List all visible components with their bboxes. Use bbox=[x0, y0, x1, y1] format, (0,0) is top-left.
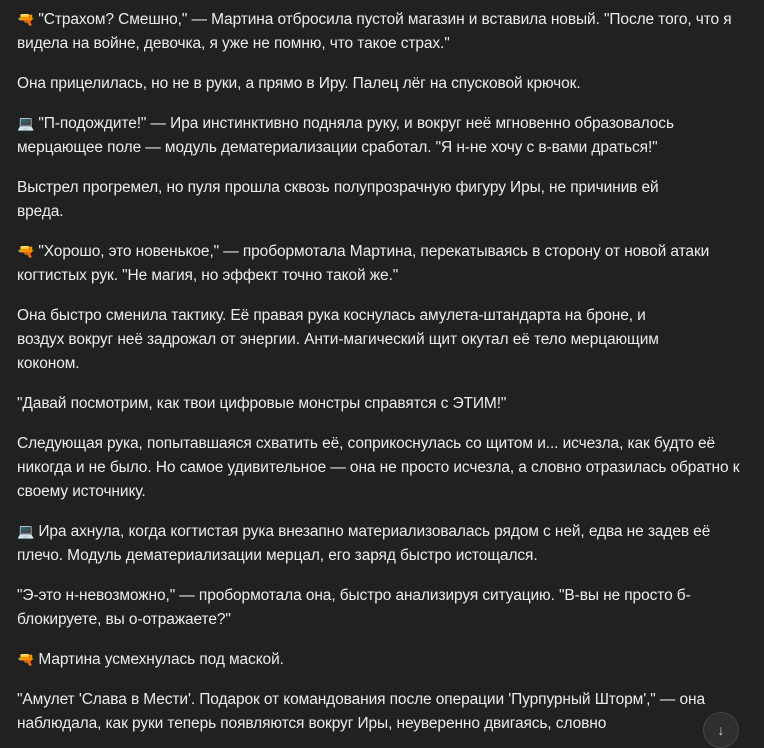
scroll-down-button[interactable] bbox=[703, 712, 739, 748]
paragraph-text: "Хорошо, это новенькое," — пробормотала Мартина, перекатываясь в сторону от новой атаки когтистых рук. "Не магия, но эффект точно такой же." bbox=[17, 243, 710, 284]
message-paragraph bbox=[17, 304, 682, 376]
paragraph-text: Ира ахнула, когда когтистая рука внезапно материализовалась рядом с ней, едва не задев её плечо. Модуль дематериализации мерцал, его заряд быстро истощался. bbox=[17, 523, 711, 564]
laptop-icon: 💻 bbox=[17, 524, 35, 540]
gun-icon: 🔫 bbox=[17, 244, 35, 260]
paragraph-text: Следующая рука, попытавшаяся схватить её, соприкоснулась со щитом и... исчезла, как будто её никогда и не было. Но самое удивительное — она не просто исчезла, а словно отразилась обратно к своему источнику. bbox=[17, 435, 740, 500]
paragraph-text: "Страхом? Смешно," — Мартина отбросила пустой магазин и вставила новый. "После того, что я видела на войне, девочка, я уже не помню, что такое страх." bbox=[17, 11, 732, 52]
message-paragraph bbox=[17, 240, 747, 288]
paragraph-text: "Давай посмотрим, как твои цифровые монстры справятся с ЭТИМ!" bbox=[17, 395, 507, 412]
gun-icon: 🔫 bbox=[17, 12, 35, 28]
message-paragraph bbox=[17, 520, 747, 568]
paragraph-text: Выстрел прогремел, но пуля прошла сквозь полупрозрачную фигуру Иры, не причинив ей вреда. bbox=[17, 179, 659, 220]
gun-icon: 🔫 bbox=[17, 652, 35, 668]
paragraph-text: "Э-это н-невозможно," — пробормотала она, быстро анализируя ситуацию. "В-вы не просто б-блокируете, вы о-отражаете?" bbox=[17, 587, 691, 628]
message-paragraph bbox=[17, 8, 747, 56]
message-paragraph bbox=[17, 72, 747, 96]
laptop-icon: 💻 bbox=[17, 116, 35, 132]
paragraph-text: "П-подождите!" — Ира инстинктивно подняла руку, и вокруг неё мгновенно образовалось мерцающее поле — модуль дематериализации сработал. "Я н-не хочу с в-вами драться!" bbox=[17, 115, 674, 156]
paragraph-text: Она быстро сменила тактику. Её правая рука коснулась амулета-штандарта на броне, и воздух вокруг неё задрожал от энергии. Анти-магический щит окутал её тело мерцающим коконом. bbox=[17, 307, 659, 372]
message-paragraph bbox=[17, 432, 747, 504]
paragraph-text: Она прицелилась, но не в руки, а прямо в Иру. Палец лёг на спусковой крючок. bbox=[17, 75, 581, 92]
paragraph-text: "Амулет 'Слава в Мести'. Подарок от командования после операции 'Пурпурный Шторм'," — она наблюдала, как руки теперь появляются вокруг Иры, неуверенно двигаясь, словно bbox=[17, 691, 706, 732]
message-paragraph bbox=[17, 112, 747, 160]
arrow-down-icon: ↓ bbox=[717, 722, 725, 738]
message-paragraph bbox=[17, 392, 747, 416]
message-paragraph bbox=[17, 176, 677, 224]
message-paragraph bbox=[17, 584, 747, 632]
message-paragraph bbox=[17, 688, 747, 736]
paragraph-text: Мартина усмехнулась под маской. bbox=[38, 651, 284, 668]
message-paragraph bbox=[17, 648, 747, 672]
